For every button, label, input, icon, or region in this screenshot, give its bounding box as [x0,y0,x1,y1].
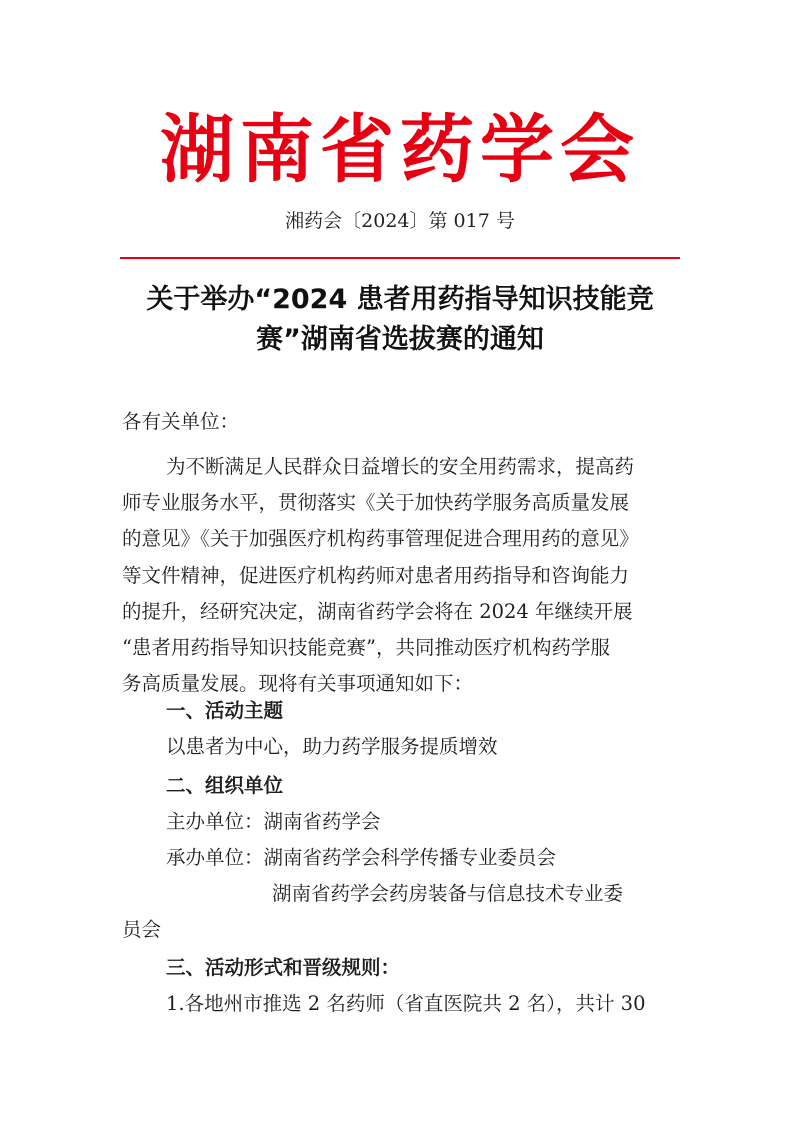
intro-line: 为不断满足人民群众日益增长的安全用药需求，提高药 [166,455,635,478]
intro-line: 的提升，经研究决定，湖南省药学会将在 2024 年继续开展 [122,599,633,623]
organizer-unit-2-continued: 员会 [122,918,162,941]
intro-paragraph [122,449,682,702]
intro-line: “患者用药指导知识技能竞赛”，共同推动医疗机构药学服 [122,636,610,660]
section-3-heading: 三、活动形式和晋级规则： [166,956,401,979]
notice-title [120,280,680,360]
section-1-heading: 一、活动主题 [166,699,284,722]
section-1-text: 以患者为中心，助力药学服务提质增效 [166,735,498,758]
section-2-heading: 二、组织单位 [166,774,284,797]
document-number: 湘药会〔2024〕第 017 号 [285,210,515,232]
salutation: 各有关单位： [122,410,240,433]
intro-line: 务高质量发展。现将有关事项通知如下： [122,672,474,696]
organization-letterhead: 湖南省药学会 [160,107,640,193]
notice-title-line-1: 关于举办“2024 患者用药指导知识技能竞 [146,284,654,315]
notice-title-line-2: 赛”湖南省选拔赛的通知 [256,324,544,355]
intro-line: 等文件精神，促进医疗机构药师对患者用药指导和咨询能力 [122,563,630,587]
organizer-unit-2: 湖南省药学会药房装备与信息技术专业委 [272,882,624,905]
intro-line: 师专业服务水平，贯彻落实《关于加快药学服务高质量发展 [122,491,630,515]
intro-line: 的意见》《关于加强医疗机构药事管理促进合理用药的意见》 [122,527,639,551]
host-unit: 主办单位：湖南省药学会 [166,810,381,833]
organizer-unit: 承办单位：湖南省药学会科学传播专业委员会 [166,846,557,869]
red-divider-line [120,257,680,259]
section-3-item-1: 1.各地州市推选 2 名药师（省直医院共 2 名），共计 30 [166,992,646,1015]
